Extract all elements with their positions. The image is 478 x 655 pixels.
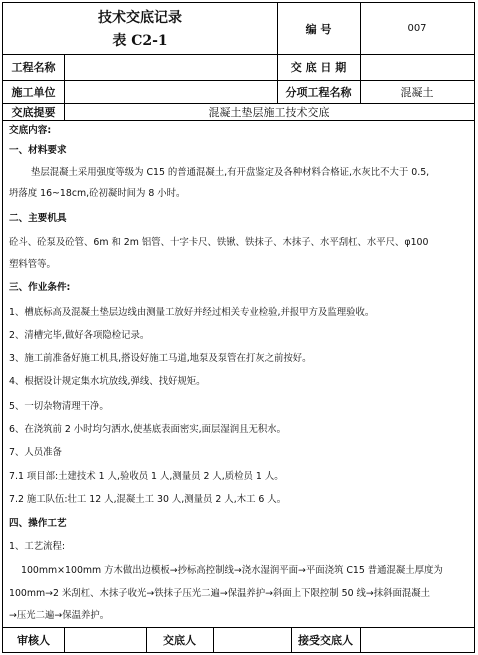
handover-date-label: 交 底 日 期 (290, 61, 347, 74)
document-title: 技术交底记录 (98, 10, 182, 26)
list-item: 7.1 项目部:土建技术 1 人,验收员 1 人,测量员 2 人,质检员 1 人。 (9, 471, 284, 482)
list-item: 6、在浇筑前 2 小时均匀洒水,使基底表面密实,面层湿润且无积水。 (9, 424, 286, 435)
paragraph-line: 坍落度 16~18cm,砼初凝时间为 8 小时。 (9, 188, 186, 199)
project-name-label: 工程名称 (11, 61, 56, 74)
process-flow-line: 100mm×100mm 方木做出边模板→抄标高控制线→浇水湿润平面→平面浇筑 C15 普通混凝土厚度为 (21, 565, 443, 576)
list-item: 3、施工前准备好施工机具,搭设好施工马道,地泵及泵管在打灰之前按好。 (9, 353, 312, 364)
receiver-field (360, 627, 474, 652)
summary-value: 混凝土垫层施工技术交底 (208, 105, 330, 119)
list-item: 7.2 施工队伍:壮工 12 人,混凝土工 30 人,测量员 2 人,木工 6 人。 (9, 494, 287, 505)
form-number: 表 C2-1 (112, 33, 168, 49)
content-heading: 交底内容: (9, 125, 52, 136)
contractor-field (64, 80, 277, 103)
paragraph-line: 砼斗、砼泵及砼管、6m 和 2m 铝管、十字卡尺、铁锹、铁抹子、木抹子、水平刮杠、水平尺、φ100 (9, 237, 429, 248)
section-heading: 一、材料要求 (9, 145, 67, 156)
list-item: 5、一切杂物清理干净。 (9, 401, 109, 412)
summary-label: 交底提要 (11, 105, 56, 119)
record-number-label: 编 号 (305, 22, 332, 36)
discloser-field (213, 627, 291, 652)
technical-handover-form (2, 2, 475, 653)
section-heading: 四、操作工艺 (9, 518, 67, 529)
list-item: 4、根据设计规定集水坑放线,弹线、找好规矩。 (9, 376, 206, 387)
process-flow-line: →压光二遍→保温养护。 (9, 610, 110, 621)
list-item: 2、清槽完毕,做好各项隐检记录。 (9, 330, 150, 341)
project-name-field (64, 54, 277, 80)
discloser-label: 交底人 (163, 633, 196, 647)
process-flow-line: 100mm→2 米刮杠、木抹子收光→铁抹子压光二遍→保温养护→斜面上下限控制 50 线→抹斜面混凝土 (9, 588, 431, 599)
reviewer-label: 审核人 (17, 633, 50, 647)
sub-project-value: 混凝土 (400, 85, 434, 99)
list-item: 1、槽底标高及混凝土垫层边线由测量工放好并经过相关专业检验,并报甲方及监理验收。 (9, 307, 375, 318)
reviewer-field (64, 627, 146, 652)
divider (3, 120, 474, 121)
list-item: 7、人员准备 (9, 447, 62, 458)
section-heading: 三、作业条件: (9, 282, 71, 293)
paragraph-line: 垫层混凝土采用强度等级为 C15 的普通混凝土,有开盘鉴定及各种材料合格证,水灰比不大于 0.5, (31, 167, 430, 178)
handover-date-field (360, 54, 474, 80)
list-item: 1、工艺流程: (9, 541, 65, 552)
record-number-value: 007 (407, 23, 427, 34)
section-heading: 二、主要机具 (9, 213, 67, 224)
receiver-label: 接受交底人 (298, 633, 353, 647)
sub-project-label: 分项工程名称 (285, 85, 352, 99)
contractor-label: 施工单位 (11, 85, 56, 99)
paragraph-line: 塑料管等。 (9, 259, 56, 270)
